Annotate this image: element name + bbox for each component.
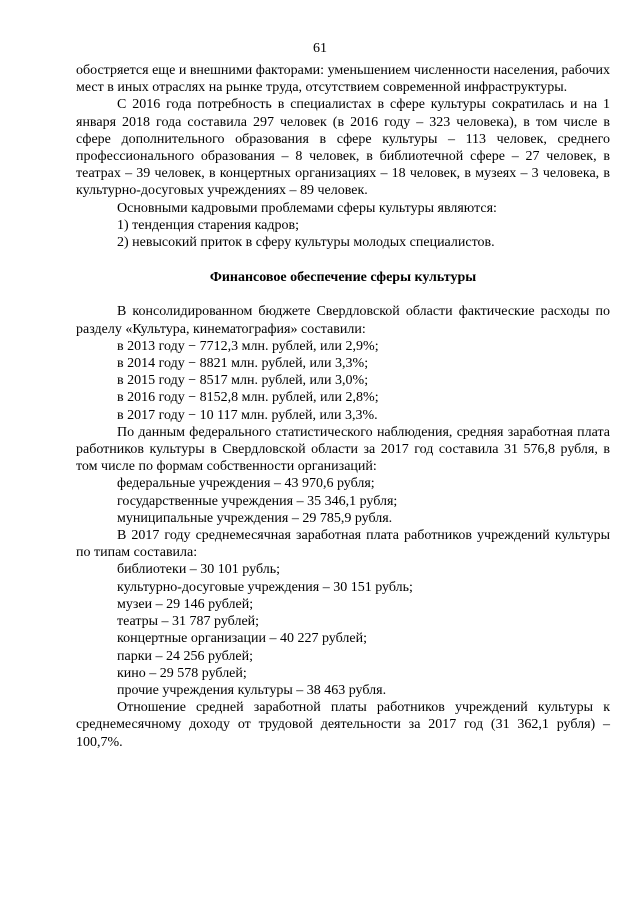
page-number: 61 xyxy=(313,41,327,56)
paragraph-staffing-need: С 2016 года потребность в специалистах в сфере культуры сократилась и на 1 января 2018 года составила 297 человек (в 2016 году – 323 человека), в том числе в сфере дополнительного образования в сфере культуры – 113 человек, среднего профессионального образования – 8 человек, в библиотечной сфере – 27 человек, в театрах – 39 человек, в концертных организациях – 18 человек, в музеях – 3 человека, в культурно-досуговых учреждениях – 89 человек. xyxy=(76,97,610,199)
list-item-type-salary: театры – 31 787 рублей; xyxy=(117,614,260,630)
paragraph-average-salary: По данным федерального статистического наблюдения, средняя заработная плата работников культуры в Свердловской области за 2017 год составила 31 576,8 рубля, в том числе по формам собственности организаций: xyxy=(76,424,610,475)
list-item-type-salary: библиотеки – 30 101 рубль; xyxy=(117,562,280,578)
list-item-expense: в 2014 году − 8821 млн. рублей, или 3,3%; xyxy=(117,356,369,372)
list-item-type-salary: парки – 24 256 рублей; xyxy=(117,648,253,664)
list-item-type-salary: кино – 29 578 рублей; xyxy=(117,665,247,681)
paragraph-salary-by-type-intro: В 2017 году среднемесячная заработная плата работников учреждений культуры по типам составила: xyxy=(76,528,610,561)
paragraph-staff-problems-intro: Основными кадровыми проблемами сферы культуры являются: xyxy=(117,200,497,216)
list-item-type-salary: культурно-досуговые учреждения – 30 151 рубль; xyxy=(117,579,413,595)
section-heading: Финансовое обеспечение сферы культуры xyxy=(209,270,477,286)
list-item-type-salary: прочие учреждения культуры – 38 463 рубля. xyxy=(117,682,387,698)
paragraph-salary-ratio: Отношение средней заработной платы работников учреждений культуры к среднемесячному доходу от трудовой деятельности за 2017 год (31 362,1 рубля) – 100,7%. xyxy=(76,700,610,750)
list-item-type-salary: музеи – 29 146 рублей; xyxy=(117,596,254,612)
list-item-problem: 2) невысокий приток в сферу культуры молодых специалистов. xyxy=(117,235,495,251)
list-item-ownership-salary: муниципальные учреждения – 29 785,9 рубля. xyxy=(117,510,393,526)
list-item-problem: 1) тенденция старения кадров; xyxy=(117,217,300,233)
paragraph-budget-intro: В консолидированном бюджете Свердловской области фактические расходы по разделу «Культура, кинематография» составили: xyxy=(76,304,610,337)
list-item-ownership-salary: федеральные учреждения – 43 970,6 рубля; xyxy=(117,476,375,492)
list-item-expense: в 2015 году − 8517 млн. рублей, или 3,0%; xyxy=(117,373,369,389)
list-item-type-salary: концертные организации – 40 227 рублей; xyxy=(117,631,367,647)
list-item-expense: в 2016 году − 8152,8 млн. рублей, или 2,8%; xyxy=(117,390,379,406)
list-item-expense: в 2017 году − 10 117 млн. рублей, или 3,3%. xyxy=(117,407,378,423)
list-item-ownership-salary: государственные учреждения – 35 346,1 рубля; xyxy=(117,493,398,509)
paragraph-continuation: обостряется еще и внешними факторами: уменьшением численности населения, рабочих мест в иных отраслях на рынке труда, отсутствием современной инфраструктуры. xyxy=(76,63,610,96)
document-body xyxy=(76,62,610,751)
list-item-expense: в 2013 году − 7712,3 млн. рублей, или 2,9%; xyxy=(117,338,379,354)
